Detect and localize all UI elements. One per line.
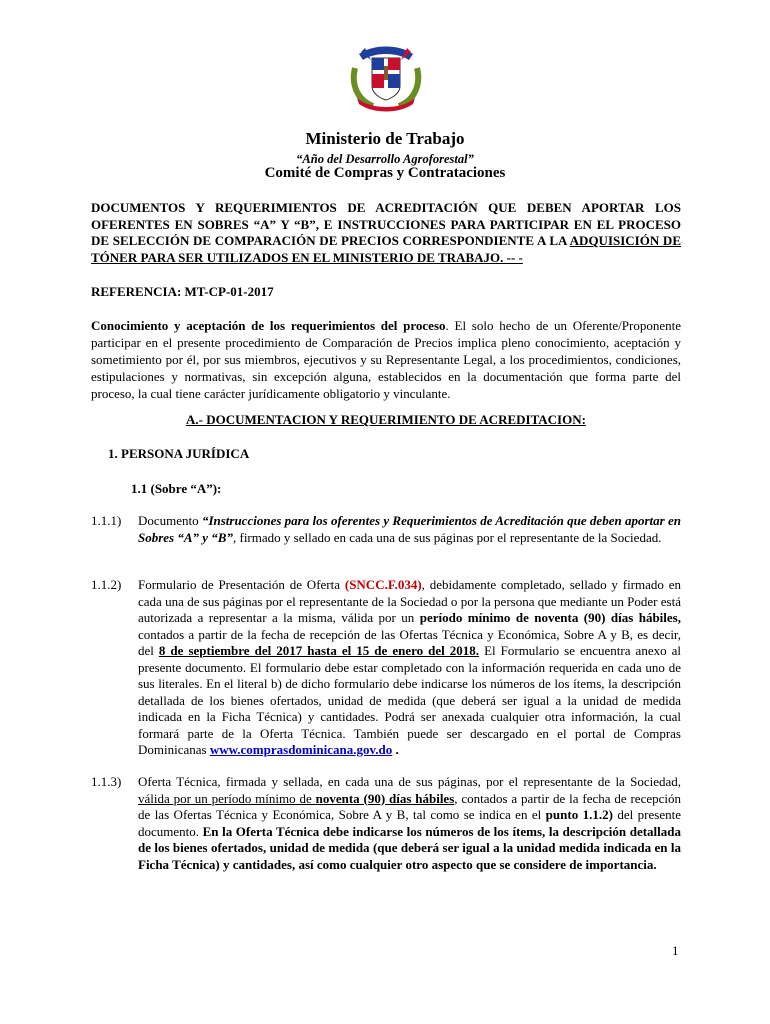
item-text-part: , firmado y sellado en cada una de sus páginas por el representante de la Sociedad. bbox=[232, 529, 662, 545]
item-number: 1.1.3) bbox=[91, 774, 122, 789]
item-text-part: Formulario de Presentación de Oferta bbox=[138, 577, 345, 592]
item-text-part: contados a partir de la fecha de recepción de las Ofertas Técnica y Económica, Sobre A y B, es decir, del bbox=[138, 626, 681, 658]
persona-juridica-heading: 1. PERSONA JURÍDICA bbox=[108, 446, 250, 461]
item-text-part: . bbox=[392, 742, 399, 757]
list-item bbox=[91, 774, 681, 873]
item-text bbox=[138, 513, 681, 546]
section-a-heading: A.- DOCUMENTACION Y REQUERIMIENTO DE ACREDITACION: bbox=[186, 412, 586, 427]
intro-paragraph bbox=[91, 317, 681, 402]
item-bold: En la Oferta Técnica debe indicarse los números de los ítems, la descripción detallada de los bienes ofertados, unidad de medida (que deberá ser igual a la unidad medida indicada en la Ficha Técnica) y cantidades, así como cualquier otro aspecto que se considere de importancia. bbox=[138, 823, 681, 872]
compras-dominicana-link[interactable]: www.comprasdominicana.gov.do bbox=[209, 742, 393, 757]
item-text-part: El Formulario se encuentra anexo al presente documento. El formulario debe estar completado con la información requerida en cada uno de sus literales. En el literal b) de dicho formulario debe indicarse los números de los ítems, la descripción detallada de los bienes ofertados, unidad de medida (que deberá ser igual a la unidad de medida indicada en la Ficha Técnica) y cantidades. Podrá ser anexada cualquier otra información, la cual formará parte de la Oferta Técnica. También puede ser descargado en el portal de Compras Dominicanas bbox=[138, 643, 681, 757]
item-text bbox=[138, 774, 681, 873]
item-underlined: válida por un período mínimo de bbox=[138, 790, 316, 806]
form-code: (SNCC.F.034) bbox=[344, 577, 422, 592]
item-text-part: Documento bbox=[138, 513, 202, 528]
intro-text: . El solo hecho de un Oferente/Proponente participar en el presente procedimiento de Comparación de Precios implica pleno conocimiento, aceptación y sometimiento por él, por sus miembros, ejecutivos y su Representante Legal, a los procedimientos, condiciones, estipulaciones y normativas, sin excepción alguna, establecidos en la documentación que forma parte del proceso, la cual tiene carácter jurídicamente obligatorio y vinculante. bbox=[91, 318, 681, 401]
item-bold-italic: “Instrucciones para los oferentes y Requerimientos de Acreditación que deben aportar en Sobres “A” y “B” bbox=[138, 513, 681, 545]
item-text bbox=[138, 577, 681, 759]
list-item bbox=[91, 577, 681, 759]
item-number: 1.1.2) bbox=[91, 577, 122, 592]
item-text-part: , debidamente completado, sellado y firmado en cada una de sus páginas por el representante de la Sociedad o por la persona que mediante un Poder está autorizada a representar a la misma, válida por un bbox=[138, 577, 682, 625]
item-bold-underlined: noventa (90) días hábiles bbox=[315, 790, 455, 806]
list-item bbox=[91, 513, 681, 546]
coat-of-arms-seal bbox=[343, 40, 429, 112]
title-text: DOCUMENTOS Y REQUERIMIENTOS DE ACREDITACIÓN QUE DEBEN APORTAR LOS OFERENTES EN SOBRES “A” Y “B”, E INSTRUCCIONES PARA PARTICIPAR EN EL PROCESO DE SELECCIÓN DE COMPARACIÓN DE PRECIOS CORRESPONDIENTE A LA bbox=[91, 200, 681, 248]
reference-line: REFERENCIA: MT-CP-01-2017 bbox=[91, 284, 274, 299]
title-underlined-text: ADQUISICIÓN DE TÓNER PARA SER UTILIZADOS EN EL MINISTERIO DE TRABAJO. -- - bbox=[91, 233, 681, 265]
item-text-part: Oferta Técnica, firmada y sellada, en cada una de sus páginas, por el representante de la Sociedad, bbox=[138, 774, 681, 789]
item-text-part: del presente documento. bbox=[138, 807, 681, 839]
item-text-part: contados a partir de la fecha de recepción de las Ofertas Técnica y Económica, Sobre A y B, tal como se indica en el bbox=[138, 790, 681, 822]
item-bold: punto 1.1.2) bbox=[545, 807, 613, 822]
committee-name: Comité de Compras y Contrataciones bbox=[264, 165, 506, 181]
item-number: 1.1.1) bbox=[91, 513, 122, 528]
page-number: 1 bbox=[672, 943, 679, 958]
validity-dates: 8 de septiembre del 2017 hasta el 15 de enero del 2018. bbox=[158, 643, 480, 658]
ministry-name: Ministerio de Trabajo bbox=[305, 129, 465, 148]
intro-bold-lead: Conocimiento y aceptación de los requerimientos del proceso bbox=[91, 318, 446, 333]
year-motto: “Año del Desarrollo Agroforestal” bbox=[296, 152, 474, 166]
item-underlined: , bbox=[454, 790, 458, 806]
item-bold: período mínimo de noventa (90) días hábiles, bbox=[419, 610, 681, 625]
document-title bbox=[91, 200, 681, 266]
sobre-a-heading: 1.1 (Sobre “A”): bbox=[131, 481, 222, 496]
